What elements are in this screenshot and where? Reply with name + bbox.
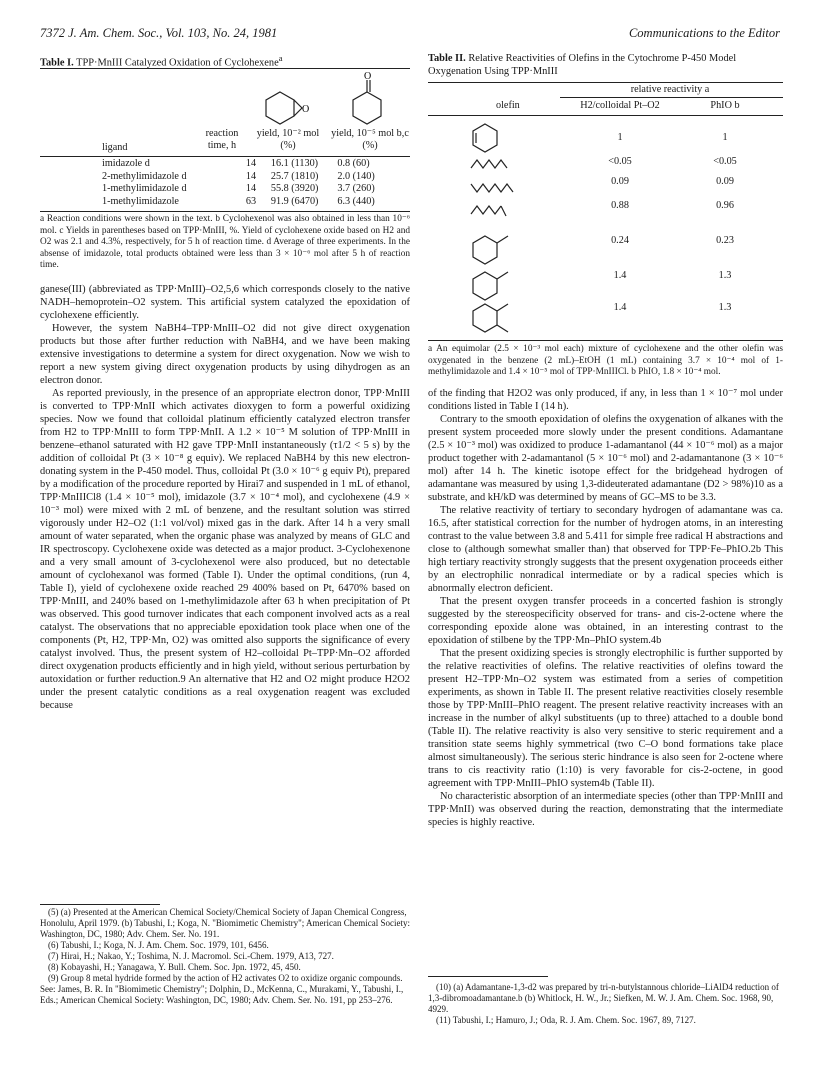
table2-phio-cell: 0.09 (716, 176, 734, 187)
table1-yield-enone-cell: 3.7 (260) (337, 183, 375, 194)
table1-ligand-cell: imidazole d (102, 158, 150, 169)
reference-item: (7) Hirai, H.; Nakao, Y.; Toshima, N. J. Macromol. Sci.-Chem. 1979, A13, 727. (48, 951, 334, 961)
body-paragraph: No characteristic absorption of an intermediate species (other than TPP·MnIII and TPP·MnII) was observed during the reaction, demonstrating that the intermediate species is highly reactive. (428, 791, 783, 828)
right-references (428, 982, 783, 1026)
references-rule-right (428, 976, 548, 977)
table2-h2-cell: 0.88 (611, 200, 629, 211)
olefin-structure-2-methyl-2-pentene (471, 206, 506, 216)
left-body-text (40, 283, 410, 712)
table2-phio-cell: 1.3 (718, 302, 732, 313)
reference-item: (8) Kobayashi, H.; Yanagawa, Y. Bull. Chem. Soc. Jpn. 1972, 45, 450. (48, 962, 301, 972)
olefin-structure-cyclohexene (473, 124, 497, 152)
body-paragraph: That the present oxidizing species is strongly electrophilic is further supported by the relative reactivities of olefins. The relative reactivities of olefins toward the present H2–TPP·Mn–O2 system was estimated from a series of competition experiments, as shown in Table II. The present relative reactivities closely resemble those by TPP·MnIII–PhIO reagent. The present relative reactivity increases with an increase in the number of alkyl substituents (up to three) attached to a double bond (Table II). The relative reactivity is also very sensitive to steric requirement and a transition state seems highly symmetrical (two C–O bond formations take place almost simultaneously). The serious steric hindrance is also seen for 2-octene where trans to cis reactivity ratio (1:10) is very favorable for cis-2-octene, in good agreement with TPP·MnIII–PhIO system4b (Table II). (428, 648, 783, 789)
table1-caption (40, 52, 410, 69)
table2-bottom-rule (428, 340, 783, 341)
running-header-right: Communications to the Editor (628, 26, 780, 40)
body-paragraph: Contrary to the smooth epoxidation of olefins the oxygenation of alkanes with the present system proceeded more slowly under the present conditions. Adamantane (2.5 × 10⁻³ mol) was oxidized to produce 1-adamantanol (44 × 10⁻⁶ mol) as a major product together with 2-adamantanol (5 × 10⁻⁶ mol) and 2-adamantanone (3 × 10⁻⁶ mol) after 14 h. The kinetic isotope effect for the bridgehead hydrogen of adamantane was measured by using 1,3-dideuterated adamantane (D2 > 98%)10 as a substrate, and kH/kD was determined by means of GC–MS to be 3.3. (428, 414, 783, 503)
table1-structures (250, 72, 410, 134)
table2-footnote: a An equimolar (2.5 × 10⁻³ mol each) mixture of cyclohexene and the other olefin was oxygenated in the benzene (2 mL)–EtOH (1 mL) containing 3.7 × 10⁻⁴ mol of 1-methylimidazole and 1.4 × 10⁻⁵ mol of TPP·MnIIICl. b PhIO, 1.8 × 10⁻⁴ mol. (428, 344, 783, 377)
olefin-structure-cis-2-octene (471, 184, 513, 192)
table1-yield-enone-cell: 6.3 (440) (337, 195, 375, 207)
body-paragraph: As reported previously, in the presence of an appropriate electron donor, TPP·MnIII is converted to TPP·MnII which activates dioxygen to form a powerful oxidizing species. Now we found that colloidal platinum efficiently catalyzed electron transfer from H2 to TPP·MnIII to form TPP·MnII. A 1.2 × 10⁻⁵ M solution of TPP·MnIII in benzene–ethanol saturated with H2 gave TPP·MnII instantaneously (τ1/2 < 5 s) by the addition of colloidal Pt (3 × 10⁻⁸ g equiv). We replaced NaBH4 by this new electron-donating system in the P-450 model. Thus, colloidal Pt (3.0 × 10⁻⁶ g equiv Pt), prepared by a modification of the procedure reported by Hirai7 and suspended in 1 mL of ethanol, TPP·MnIIICl8 (1.4 × 10⁻⁵ mol), imidazole (3.7 × 10⁻⁴ mol), and cyclohexene (4.9 × 10⁻³ mol) were mixed with 2 mL of benzene, and the resultant solution was stirred vigorously under H2–O2 (1:1 vol/vol) mixed gas in the dark. After 14 h a very small amount of water separated, when the organic phase was analyzed by means of GLC and IR spectroscopy. Cyclohexene oxide was detected as a major product. 3-Cyclohexenone and a very small amount of 3-cyclohexenol were also produced, but no detectable amount of cyclohexanol was formed (Table I). Under the optimal conditions, (run 4, Table I), yield of cyclohexene oxide reached 29 400% based on Pt, 6470% based on TPP·MnIII, and 240% based on 1-methylimidazole after 63 h when precipitation of Pt was observed. This good turnover indicates that each component involved acts as a real catalyst. The observations that no appreciable epoxidation took place when one of the components (Pt, H2, TPP·Mn, O2) was omitted also supports the significance of every catalyst involved. Thus, the present system of H2–colloidal Pt–TPP·Mn–O2 afforded direct oxygenation products efficiently and in high yield, without serious perturbation by autoxidation or further reduction.9 An alternative that H2 and O2 might produce H2O2 under the present catalytic conditions as a real oxygenation reagent was excluded because (40, 388, 410, 711)
table2-top-rule (428, 82, 783, 83)
table1-yield-oxide-cell: 91.9 (6470) (270, 195, 319, 207)
reference-item: (11) Tabushi, I.; Hamuro, J.; Oda, R. J. Am. Chem. Soc. 1967, 89, 7127. (436, 1015, 696, 1025)
table1-row (40, 158, 410, 171)
table2-h2-cell: 1.4 (613, 302, 627, 313)
table2-caption-text: Relative Reactivities of Olefins in the Cytochrome P-450 Model Oxygenation Using TPP·MnIII (428, 53, 737, 77)
olefin-structure-trans-2-octene (471, 160, 507, 168)
table1-top-rule (40, 68, 410, 69)
table1-yield-enone-cell: 2.0 (140) (337, 170, 375, 182)
ketone-o-label: O (364, 72, 372, 82)
table2-phio-cell: <0.05 (713, 156, 737, 167)
table1-header-rule (40, 156, 410, 157)
body-paragraph: ganese(III) (abbreviated as TPP·MnIII)–O2,5,6 which corresponds closely to the native NADH–hemoprotein–O2 system. This artificial system catalyzed the epoxidation of cyclohexene efficiently. (40, 284, 410, 321)
table1-row (40, 196, 410, 209)
table1-time-cell: 14 (245, 158, 257, 169)
table1-yield-oxide-cell: 25.7 (1810) (270, 170, 319, 182)
table1-time-cell: 63 (245, 195, 257, 207)
reference-item: (10) (a) Adamantane-1,3-d2 was prepared by tri-n-butylstannous chloride–LiAlD4 reduction of 1,3-dibromoadamantane.b (b) Whitlock, H. W., Jr.; Siefken, M. W. J. Am. Chem. Soc. 1968, 90, 4929. (428, 982, 779, 1014)
reference-item: (6) Tabushi, I.; Koga, N. J. Am. Chem. Soc. 1979, 101, 6456. (48, 940, 269, 950)
table1-bottom-rule (40, 211, 410, 212)
running-header-left: 7372 J. Am. Chem. Soc., Vol. 103, No. 24, 1981 (40, 26, 278, 40)
table1-yield-oxide-cell: 55.8 (3920) (270, 183, 319, 194)
table2-group-rule (560, 97, 783, 98)
table1-time-cell: 14 (245, 170, 257, 182)
cyclohexene-oxide-structure (266, 92, 309, 124)
table2-group-header: relative reactivity a (630, 84, 710, 95)
table2-phio-cell: 1 (722, 132, 728, 143)
table2-phio-cell: 0.23 (716, 235, 734, 246)
body-paragraph: However, the system NaBH4–TPP·MnIII–O2 did not give direct oxygenation products but those after further reduction with NaBH4, and we have been making extensive investigations to determine a system for direct oxygenation. Now we wish to report a new system giving direct oxygenation products by using dihydrogen as an electron donor. (40, 323, 410, 386)
cyclohexenone-structure (353, 72, 381, 124)
reference-item: (5) (a) Presented at the American Chemical Society/Chemical Society of Japan Chemical Congress, Honolulu, April 1979. (b) Tabushi, I.; Koga, N. "Biomimetic Chemistry"; American Chemical Society: Washington, DC, 1980; Adv. Chem. Ser. No. 191. (40, 907, 411, 939)
reference-item: (9) Group 8 metal hydride formed by the action of H2 activates O2 to oxidize organic compounds. See: James, B. R. In "Biomimetic Chemistry"; Dolphin, D., McKenna, C., Murakami, Y., Tabushi, I., Eds.; American Chemical Society: Washington, DC, 1980; Adv. Chem. Ser. No. 191, pp 253–276. (40, 973, 404, 1005)
table2-h2-cell: 1.4 (613, 270, 627, 281)
body-paragraph: The relative reactivity of tertiary to secondary hydrogen of adamantane was ca. 16.5, after statistical correction for the number of hydrogen atoms, in an interesting contrast to the value between 3.8 and 5.411 for simple free radical H abstractions and close to (although somewhat smaller than) that observed for TPP·Fe–PhIO.2b This high tertiary reactivity strongly suggests that the present oxygenation proceeds either by an electrophilic nonradical intermediate or by a radical species which is abnormally electron deficient. (428, 505, 783, 594)
table1-body (40, 158, 410, 208)
table2-h2-cell: 1 (617, 132, 623, 143)
epoxide-o-label: O (302, 104, 310, 115)
table1-ligand-cell: 1-methylimidazole d (102, 183, 187, 194)
right-body-text (428, 387, 783, 829)
references-rule-left (40, 904, 160, 905)
table2-h2-cell: 0.09 (611, 176, 629, 187)
body-paragraph: That the present oxygen transfer proceeds in a concerted fashion is strongly suggested by the stereospecificity observed for trans- and cis-2-octene where the corresponding epoxide alone was obtained, in an interesting contrast to the epoxidation of stilbene by the TPP·Mn–PhIO system.4b (428, 596, 783, 646)
table2-caption (428, 52, 783, 78)
olefin-structure-methylenecyclohexane (473, 236, 508, 264)
left-references (40, 907, 410, 1006)
col-olefin: olefin (496, 100, 520, 111)
table2-header-rule (428, 115, 783, 116)
olefin-structure-1-methylcyclohexene (473, 272, 508, 300)
table2-h2-cell: 0.24 (611, 235, 629, 246)
table1-ligand-cell: 2-methylimidazole d (102, 170, 187, 182)
table1-caption-text: TPP·MnIII Catalyzed Oxidation of Cyclohexene (76, 57, 279, 69)
table1-caption-label: Table I. (40, 57, 74, 69)
table1-caption-note: a (278, 53, 283, 63)
body-paragraph: of the finding that H2O2 was only produced, if any, in less than 1 × 10⁻⁷ mol under conditions listed in Table I (14 h). (428, 388, 783, 412)
col-h2-pt-o2: H2/colloidal Pt–O2 (580, 100, 660, 111)
table1-time-cell: 14 (245, 183, 257, 194)
col-yield-enone: yield, 10⁻⁵ mol b,c (%) (331, 128, 409, 151)
olefin-structure-dimethylcyclohexene (470, 302, 530, 338)
col-ligand: ligand (102, 142, 128, 153)
table2-phio-cell: 1.3 (718, 270, 732, 281)
table1-footnote: a Reaction conditions were shown in the text. b Cyclohexenol was also obtained in less than 10⁻⁶ mol. c Yields in parentheses based on TPP·MnIII, %. Yield of cyclohexene oxide based on H2 and O2 was 2.1 and 4.3%, respectively, for 5 h of reaction time. d Average of three experiments. In the absense of imidazole, total products obtained were less than 3 × 10⁻⁶ mol after 5 h of reaction time. (40, 214, 410, 270)
olefin-structures (470, 118, 530, 318)
table1-yield-enone-cell: 0.8 (60) (337, 158, 370, 169)
col-phio: PhIO b (710, 100, 740, 111)
table2-h2-cell: <0.05 (608, 156, 632, 167)
table2-phio-cell: 0.96 (716, 200, 734, 211)
table1-ligand-cell: 1-methylimidazole (102, 195, 179, 207)
table1-row (40, 171, 410, 184)
col-yield-oxide: yield, 10⁻² mol (%) (256, 128, 320, 151)
table1-yield-oxide-cell: 16.1 (1130) (270, 158, 319, 169)
table2-caption-label: Table II. (428, 53, 466, 64)
table1-row (40, 183, 410, 196)
col-reaction-time: reaction time, h (205, 128, 239, 151)
